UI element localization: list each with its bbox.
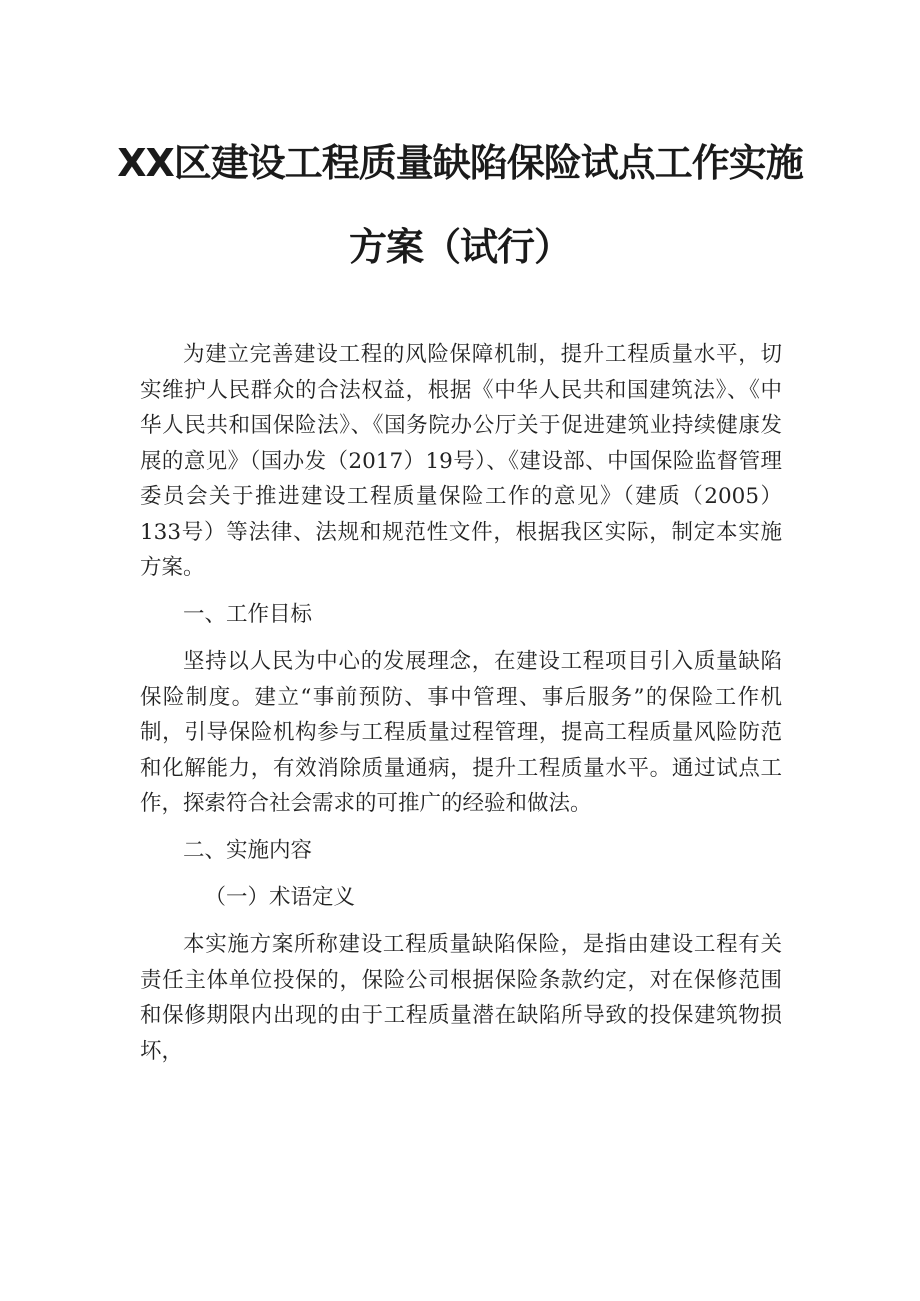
goals-paragraph: 坚持以人民为中心的发展理念，在建设工程项目引入质量缺陷保险制度。建立“事前预防、事中管理、事后服务”的保险工作机制，引导保险机构参与工程质量过程管理，提高工程质量风险防范和化解能力，有效消除质量通病，提升工程质量水平。通过试点工作，探索符合社会需求的可推广的经验和做法。 — [140, 649, 782, 816]
intro-paragraph: 为建立完善建设工程的风险保障机制，提升工程质量水平，切实维护人民群众的合法权益，根据《中华人民共和国建筑法》、《中华人民共和国保险法》、《国务院办公厅关于促进建筑业持续健康发展的意见》（国办发（2017）19号）、《建设部、中国保险监督管理委员会关于推进建设工程质量保险工作的意见》（建质（2005）133号）等法律、法规和规范性文件，根据我区实际，制定本实施方案。 — [140, 342, 782, 580]
document-title-line2: 方案（试行） — [348, 225, 571, 269]
section-heading-content: 二、实施内容 — [183, 838, 313, 863]
document-body — [140, 337, 782, 1081]
definitions-paragraph: 本实施方案所称建设工程质量缺陷保险，是指由建设工程有关责任主体单位投保的，保险公司根据保险条款约定，对在保修范围和保修期限内出现的由于工程质量潜在缺陷所导致的投保建筑物损坏， — [140, 932, 782, 1064]
document-title-line1: XX区建设工程质量缺陷保险试点工作实施 — [117, 141, 803, 185]
subsection-heading-definitions: （一）术语定义 — [204, 885, 356, 910]
section-heading-goals: 一、工作目标 — [183, 602, 313, 627]
